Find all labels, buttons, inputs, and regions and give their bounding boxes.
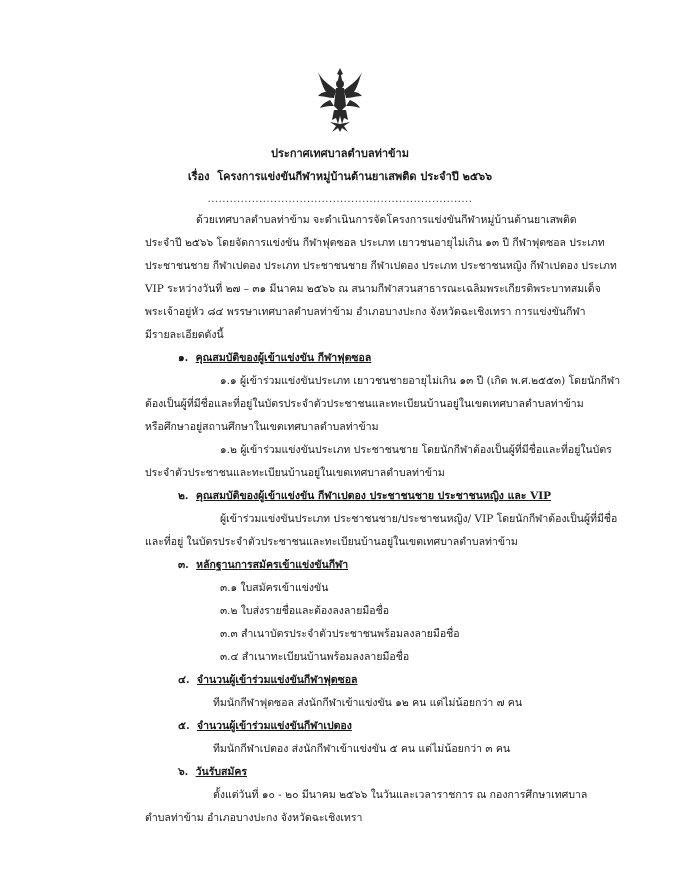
item-line: ต้องเป็นผู้ที่มีชื่อและที่อยู่ในบัตรประจำตัวประชาชนและทะเบียนบ้านอยู่ในเขตเทศบาลตำบลท่าข้าม [145,398,584,410]
section-2-body-line: และที่อยู่ ในบัตรประจำตัวประชาชนและทะเบียนบ้านอยู่ในเขตเทศบาลตำบลท่าข้าม [145,536,518,548]
list-item: ๓.๓ สำเนาบัตรประจำตัวประชาชนพร้อมลงลายมือชื่อ [220,628,460,640]
section-title: จำนวนผู้เข้าร่วมแข่งขันกีฬาฟุตซอล [196,674,358,686]
section-1-heading [178,351,371,365]
intro-line: มีรายละเอียดดังนี้ [145,329,224,341]
section-title: คุณสมบัติของผู้เข้าแข่งขัน กีฬาเปตอง ประชาชนชาย ประชาชนหญิง และ VIP [195,490,552,502]
divider-line: ........................................................................ [207,194,473,205]
intro-line: ประจำปี ๒๕๖๖ โดยจัดการแข่งขัน กีฬาฟุตซอล ประเภท เยาวชนอายุไม่เกิน ๑๓ ปี กีฬาฟุตซอล ประเภท [145,237,605,249]
section-number: ๖. [178,766,189,778]
section-title: หลักฐานการสมัครเข้าแข่งขันกีฬา [196,559,349,571]
section-2-body-line: ผู้เข้าร่วมแข่งขันประเภท ประชาชนชาย/ประชาชนหญิง/ VIP โดยนักกีฬาต้องเป็นผู้ที่มีชื่อ [220,513,618,525]
item-line: ประจำตัวประชาชนและทะเบียนบ้านอยู่ในเขตเทศบาลตำบลท่าข้าม [145,467,445,479]
section-5-body: ทีมนักกีฬาเปตอง ส่งนักกีฬาเข้าแข่งขัน ๕ คน แต่ไม่น้อยกว่า ๓ คน [213,743,511,755]
garuda-emblem-icon [316,66,364,134]
section-3-heading [178,558,348,572]
section-number: ๔. [178,674,190,686]
list-item: ๓.๔ สำเนาทะเบียนบ้านพร้อมลงลายมือชื่อ [220,651,410,663]
section-title: คุณสมบัติของผู้เข้าแข่งขัน กีฬาฟุตซอล [195,352,372,364]
intro-line: พระเจ้าอยู่หัว ๘๔ พรรษาเทศบาลตำบลท่าข้าม อำเภอบางปะกง จังหวัดฉะเชิงเทรา การแข่งขันกีฬา [145,306,586,318]
subject-label: เรื่อง [187,170,210,183]
item-line: ๑.๑ ผู้เข้าร่วมแข่งขันประเภท เยาวชนชายอายุไม่เกิน ๑๓ ปี (เกิด พ.ศ.๒๕๕๓) โดยนักกีฬา [220,375,621,387]
intro-line: VIP ระหว่างวันที่ ๒๗ – ๓๑ มีนาคม ๒๕๖๖ ณ สนามกีฬาสวนสาธารณะเฉลิมพระเกียรติพระบาทสมเด็จ [145,283,601,295]
section-number: ๕. [178,720,190,732]
announcement-subject [0,167,680,185]
subject-text: โครงการแข่งขันกีฬาหมู่บ้านต้านยาเสพติด ประจำปี ๒๕๖๖ [217,170,493,183]
section-number: ๓. [178,559,189,571]
section-title: วันรับสมัคร [195,766,248,778]
intro-line: ด้วยเทศบาลตำบลท่าข้าม จะดำเนินการจัดโครงการแข่งขันกีฬาหมู่บ้านต้านยาเสพติด [196,214,577,226]
section-title: จำนวนผู้เข้าร่วมแข่งขันกีฬาเปตอง [196,720,352,732]
item-line: ๑.๒ ผู้เข้าร่วมแข่งขันประเภท ประชาชนชาย โดยนักกีฬาต้องเป็นผู้ที่มีชื่อและที่อยู่ในบัตร [220,444,612,456]
list-item: ๓.๑ ใบสมัครเข้าแข่งขัน [220,582,329,594]
section-number: ๑. [178,352,189,364]
section-6-heading [178,765,247,779]
section-4-body: ทีมนักกีฬาฟุตซอล ส่งนักกีฬาเข้าแข่งขัน ๑๒ คน แต่ไม่น้อยกว่า ๗ คน [213,697,523,709]
section-number: ๒. [178,490,189,502]
section-5-heading [178,719,352,733]
section-2-heading [178,489,551,503]
announcement-title: ประกาศเทศบาลตำบลท่าข้าม [271,147,409,160]
section-6-body-line: ตำบลท่าข้าม อำเภอบางปะกง จังหวัดฉะเชิงเทรา [145,812,363,824]
item-line: หรือศึกษาอยู่สถานศึกษาในเขตเทศบาลตำบลท่าข้าม [145,421,379,433]
intro-line: ประชาชนชาย กีฬาเปตอง ประเภท ประชาชนชาย กีฬาเปตอง ประเภท ประชาชนหญิง กีฬาเปตอง ประเภท [145,260,617,272]
section-6-body-line: ตั้งแต่วันที่ ๑๐ - ๒๐ มีนาคม ๒๕๖๖ ในวันและเวลาราชการ ณ กองการศึกษาเทศบาล [213,789,588,801]
list-item: ๓.๒ ใบส่งรายชื่อและต้องลงลายมือชื่อ [220,605,390,617]
section-4-heading [178,673,357,687]
